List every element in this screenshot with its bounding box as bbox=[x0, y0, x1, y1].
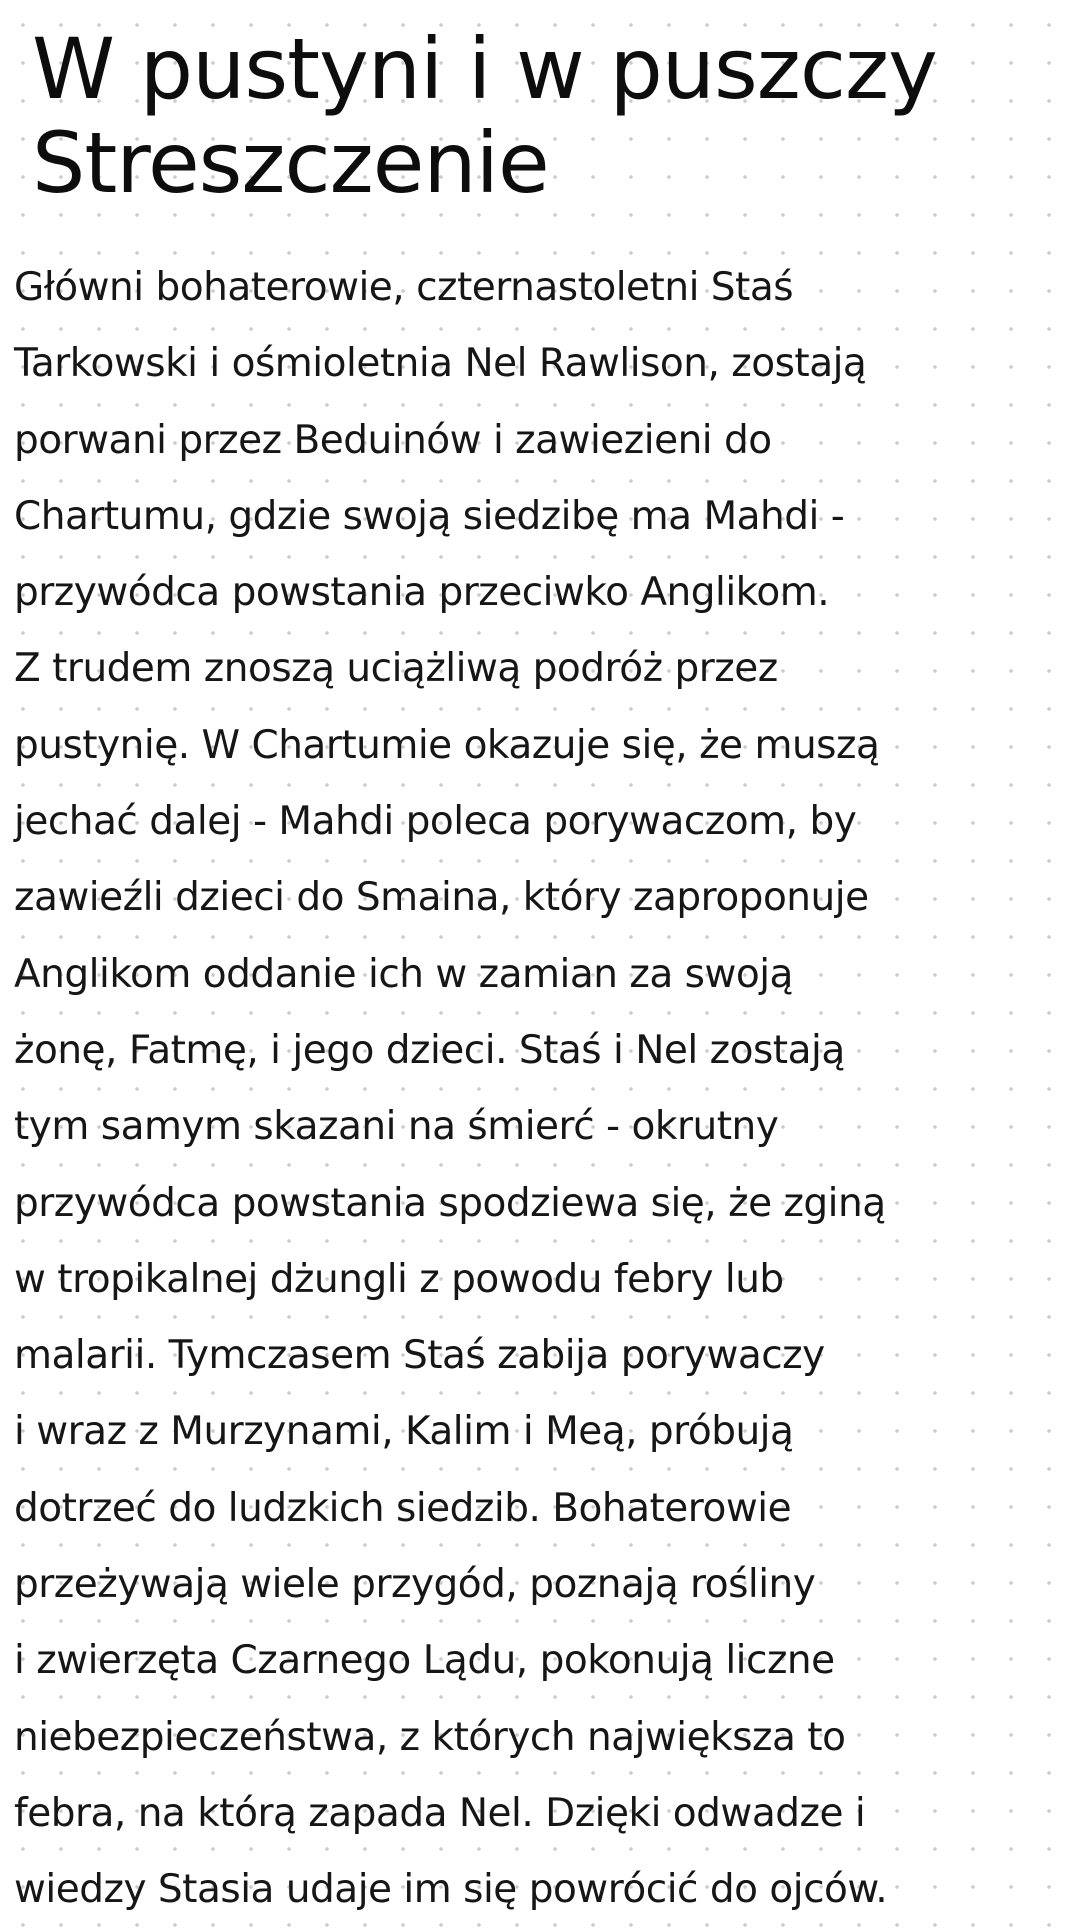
text-line: i zwierzęta Czarnego Lądu, pokonują liczne bbox=[14, 1638, 835, 1684]
page-title bbox=[32, 22, 1052, 210]
text-line: w tropikalnej dżungli z powodu febry lub bbox=[14, 1256, 784, 1302]
text-line: porwani przez Beduinów i zawiezieni do bbox=[14, 417, 772, 463]
text-line: żonę, Fatmę, i jego dzieci. Staś i Nel zostają bbox=[14, 1027, 845, 1073]
text-line: niebezpieczeństwa, z których największa to bbox=[14, 1714, 846, 1760]
summary-text bbox=[14, 250, 1064, 1929]
text-line: tym samym skazani na śmierć - okrutny bbox=[14, 1104, 779, 1150]
text-line: Główni bohaterowie, czternastoletni Staś bbox=[14, 265, 794, 310]
text-line: przywódca powstania spodziewa się, że zginą bbox=[14, 1180, 886, 1226]
text-line: Tarkowski i ośmioletnia Nel Rawlison, zostają bbox=[14, 341, 867, 387]
text-line: Anglikom oddanie ich w zamian za swoją bbox=[14, 951, 793, 997]
text-line: i wraz z Murzynami, Kalim i Meą, próbują bbox=[14, 1409, 794, 1455]
text-line: przywódca powstania przeciwko Anglikom. bbox=[14, 570, 830, 616]
title-line: W pustyni i w puszczy bbox=[32, 20, 937, 118]
text-line: zawieźli dzieci do Smaina, który zaproponuje bbox=[14, 875, 869, 921]
text-line: febra, na którą zapada Nel. Dzięki odwadze i bbox=[14, 1790, 866, 1836]
text-line: dotrzeć do ludzkich siedzib. Bohaterowie bbox=[14, 1485, 792, 1531]
subtitle-line: Streszczenie bbox=[32, 114, 549, 212]
text-line: jechać dalej - Mahdi poleca porywaczom, by bbox=[14, 799, 857, 845]
text-line: malarii. Tymczasem Staś zabija porywaczy bbox=[14, 1333, 825, 1379]
text-line: Chartumu, gdzie swoją siedzibę ma Mahdi - bbox=[14, 493, 845, 539]
text-line: pustynię. W Chartumie okazuje się, że muszą bbox=[14, 722, 880, 768]
text-line: Z trudem znoszą uciążliwą podróż przez bbox=[14, 646, 778, 692]
text-line: wiedzy Stasia udaje im się powrócić do ojców. bbox=[14, 1867, 888, 1913]
text-line: przeżywają wiele przygód, poznają rośliny bbox=[14, 1562, 816, 1608]
